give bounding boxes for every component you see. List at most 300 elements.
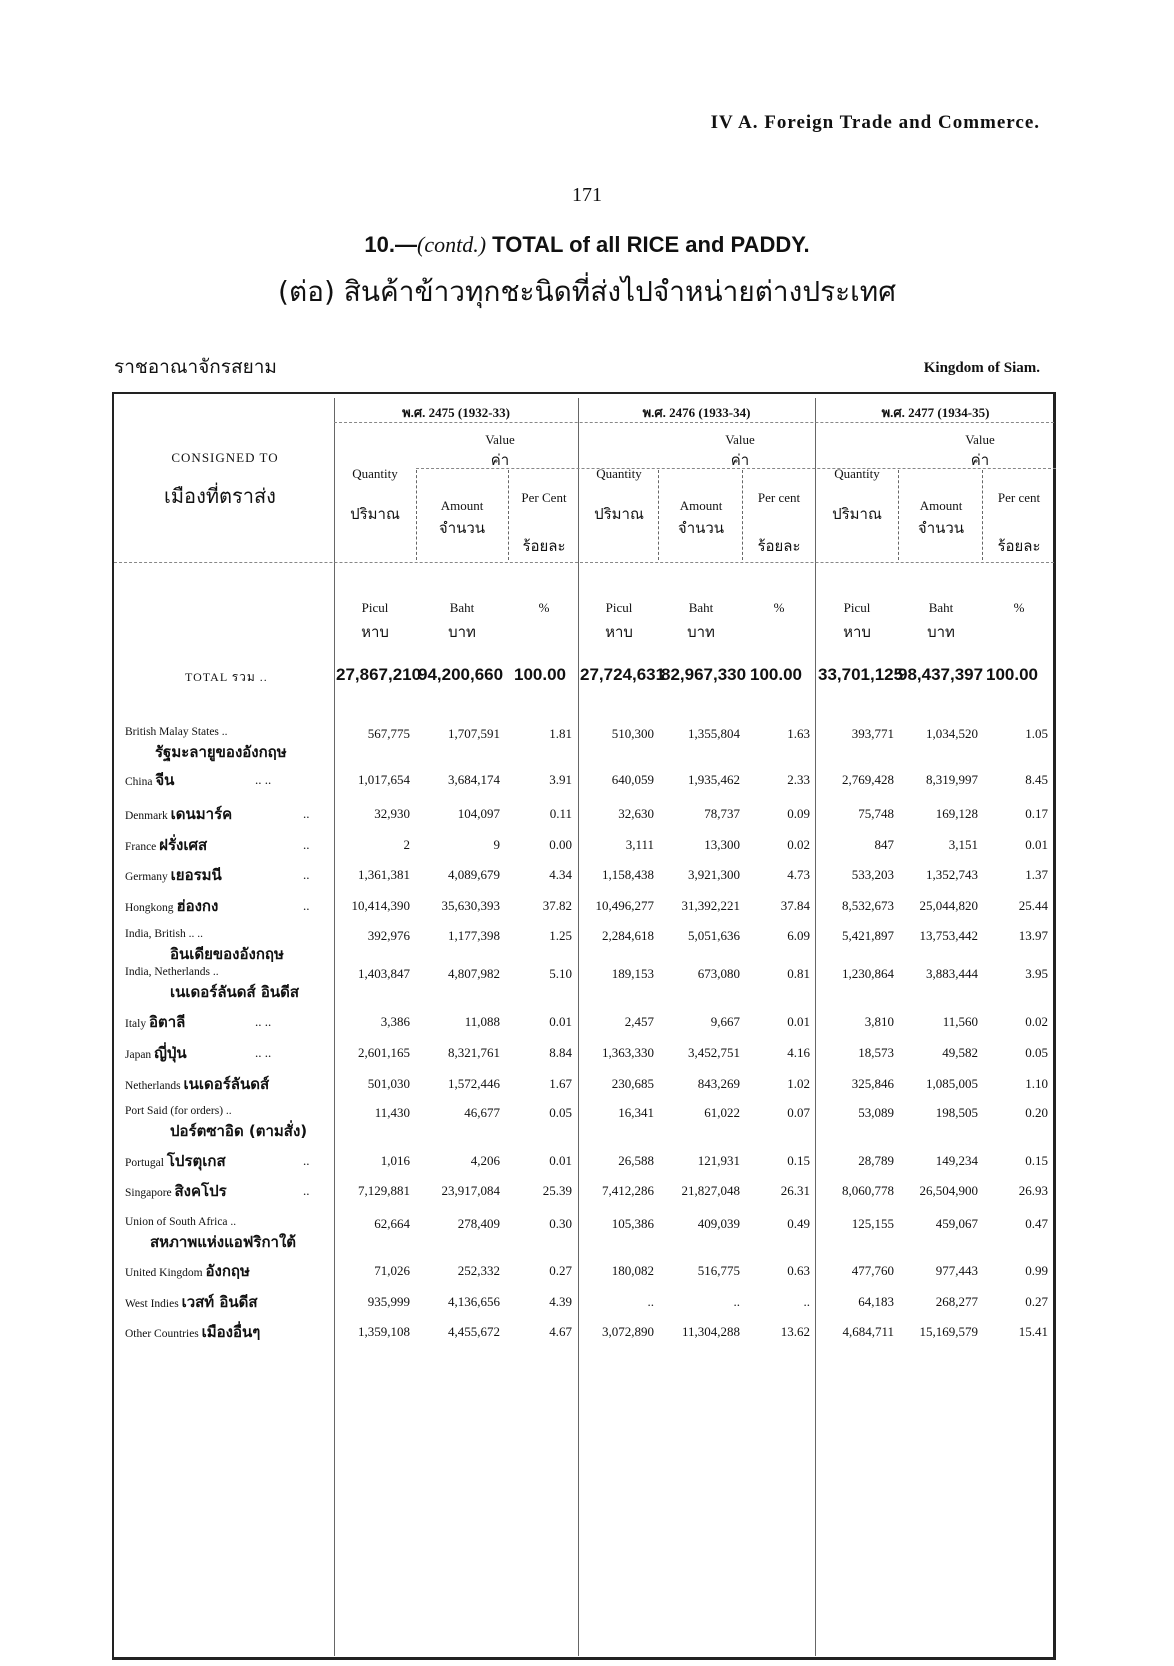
cell-value: 180,082 — [611, 1263, 654, 1278]
cell-value: 64,183 — [858, 1294, 894, 1309]
unit-baht: Baht — [688, 600, 714, 615]
cell-value: 843,269 — [697, 1076, 740, 1091]
cell-value: 0.17 — [1025, 806, 1048, 821]
cell-value: 1,034,520 — [926, 726, 978, 741]
country-name — [125, 802, 232, 826]
cell-value: 26.93 — [1018, 1183, 1048, 1198]
country-name-en: British Malay States .. — [125, 726, 228, 738]
cell-value: 13.97 — [1018, 928, 1048, 943]
cell-value: 0.01 — [787, 1014, 810, 1029]
total-value: 33,701,125 — [818, 665, 904, 684]
cell-value: 5,051,636 — [688, 928, 740, 943]
cell-value: 5,421,897 — [842, 928, 894, 943]
cell-value: 1,572,446 — [448, 1076, 500, 1091]
cell-value: 4,136,656 — [448, 1294, 500, 1309]
country-name-en: Portugal — [125, 1157, 164, 1169]
table-title-thai: (ต่อ) สินค้าข้าวทุกชะนิดที่ส่งไปจำหน่ายต่างประเทศ — [278, 275, 896, 308]
cell-value: 0.05 — [549, 1105, 572, 1120]
leader-dots: .. — [303, 1153, 310, 1168]
year-header: พ.ศ. 2477 (1934-35) — [881, 405, 990, 420]
cell-value: 2,769,428 — [842, 772, 894, 787]
consigned-to-thai: เมืองที่ตราส่ง — [164, 484, 276, 508]
cell-value: 325,846 — [851, 1076, 894, 1091]
country-name-thai: ญี่ปุ่น — [154, 1044, 187, 1062]
country-name — [125, 863, 222, 887]
cell-value: 8.84 — [549, 1045, 572, 1060]
cell-value: 31,392,221 — [681, 898, 740, 913]
amount-header-thai: จำนวน — [438, 519, 486, 537]
cell-value: 0.01 — [549, 1014, 572, 1029]
section-title: IV A. Foreign Trade and Commerce. — [710, 112, 1040, 133]
country-name-thai: เดนมาร์ค — [170, 805, 233, 823]
kingdom-en: Kingdom of Siam. — [923, 360, 1040, 376]
cell-value: 5.10 — [549, 966, 572, 981]
cell-value: 0.01 — [549, 1153, 572, 1168]
cell-value: 26.31 — [780, 1183, 810, 1198]
country-name-en: China — [125, 776, 153, 788]
col-divider — [742, 470, 743, 560]
cell-value: 18,573 — [858, 1045, 894, 1060]
country-name-en: Netherlands — [125, 1080, 181, 1092]
country-name-en: Singapore — [125, 1187, 172, 1199]
total-value: 27,867,210 — [336, 665, 422, 684]
value-header-thai: ค่า — [490, 451, 510, 469]
cell-value: 0.27 — [549, 1263, 572, 1278]
cell-value: 1.63 — [787, 726, 810, 741]
table-row — [0, 928, 1174, 963]
col-divider — [982, 470, 983, 560]
table-row — [0, 772, 1174, 796]
cell-value: 26,504,900 — [919, 1183, 978, 1198]
table-row — [0, 806, 1174, 830]
table-row — [0, 966, 1174, 1001]
cell-value: 11,430 — [374, 1105, 410, 1120]
country-name — [125, 966, 219, 978]
country-name-en: West Indies — [125, 1298, 179, 1310]
cell-value: 1,017,654 — [358, 772, 410, 787]
total-value: 27,724,631 — [580, 665, 666, 684]
cell-value: 393,771 — [851, 726, 894, 741]
cell-value: 252,332 — [457, 1263, 500, 1278]
cell-value: 3,883,444 — [926, 966, 978, 981]
cell-value: 1,177,398 — [448, 928, 500, 943]
cell-value: 4.34 — [549, 867, 572, 882]
title-main: TOTAL of all RICE and PADDY. — [492, 232, 810, 257]
cell-value: 1,935,462 — [688, 772, 740, 787]
quantity-header-thai: ปริมาณ — [350, 505, 400, 523]
header-rule — [114, 562, 1054, 563]
unit-percent: % — [773, 600, 785, 615]
table-row — [0, 1076, 1174, 1100]
cell-value: 3,921,300 — [688, 867, 740, 882]
unit-baht-thai: บาท — [927, 623, 955, 641]
cell-value: 7,412,286 — [602, 1183, 654, 1198]
unit-baht: Baht — [449, 600, 475, 615]
cell-value: 75,748 — [858, 806, 894, 821]
cell-value: 977,443 — [935, 1263, 978, 1278]
cell-value: 3,810 — [864, 1014, 894, 1029]
unit-baht: Baht — [928, 600, 954, 615]
cell-value: 11,088 — [464, 1014, 500, 1029]
consigned-to-header: CONSIGNED TO — [171, 450, 279, 465]
cell-value: 21,827,048 — [681, 1183, 740, 1198]
percent-header: Per cent — [757, 490, 801, 505]
total-row — [0, 665, 1174, 689]
value-header-thai: ค่า — [970, 451, 990, 469]
amount-header: Amount — [440, 498, 484, 513]
cell-value: 278,409 — [457, 1216, 500, 1231]
cell-value: 0.15 — [1025, 1153, 1048, 1168]
cell-value: 9,667 — [710, 1014, 740, 1029]
table-row — [0, 1294, 1174, 1318]
cell-value: 169,128 — [935, 806, 978, 821]
cell-value: 0.11 — [549, 806, 572, 821]
cell-value: 49,582 — [942, 1045, 978, 1060]
cell-value: 1.37 — [1025, 867, 1048, 882]
cell-value: 61,022 — [704, 1105, 740, 1120]
cell-value: 8,060,778 — [842, 1183, 894, 1198]
unit-picul: Picul — [361, 600, 389, 615]
total-value: 100.00 — [514, 665, 566, 684]
cell-value: 392,976 — [367, 928, 410, 943]
cell-value: 7,129,881 — [358, 1183, 410, 1198]
value-header: Value — [725, 432, 755, 447]
cell-value: 1,352,743 — [926, 867, 978, 882]
country-name-en: Union of South Africa .. — [125, 1216, 237, 1228]
country-name — [125, 768, 174, 792]
country-name — [125, 1290, 258, 1314]
year-header: พ.ศ. 2476 (1933-34) — [642, 405, 751, 420]
cell-value: 3,684,174 — [448, 772, 500, 787]
cell-value: 2,601,165 — [358, 1045, 410, 1060]
cell-value: 4,089,679 — [448, 867, 500, 882]
country-name-thai: อังกฤษ — [205, 1262, 250, 1280]
cell-value: 2.33 — [787, 772, 810, 787]
quantity-header-thai: ปริมาณ — [832, 505, 882, 523]
cell-value: 847 — [874, 837, 894, 852]
country-name — [125, 1072, 269, 1096]
country-name — [125, 928, 203, 940]
cell-value: 268,277 — [935, 1294, 978, 1309]
cell-value: 1.02 — [787, 1076, 810, 1091]
country-name — [125, 726, 228, 738]
country-name — [125, 1149, 226, 1173]
cell-value: 1.67 — [549, 1076, 572, 1091]
cell-value: 0.63 — [787, 1263, 810, 1278]
cell-value: 0.07 — [787, 1105, 810, 1120]
unit-picul: Picul — [605, 600, 633, 615]
col-divider — [658, 470, 659, 560]
quantity-header-thai: ปริมาณ — [594, 505, 644, 523]
country-name-en: India, Netherlands .. — [125, 966, 219, 978]
country-name — [125, 1179, 227, 1203]
cell-value: 78,737 — [704, 806, 740, 821]
country-name-en: Hongkong — [125, 902, 174, 914]
percent-header-thai: ร้อยละ — [757, 537, 801, 555]
cell-value: 6.09 — [787, 928, 810, 943]
cell-value: 3,151 — [948, 837, 978, 852]
table-row — [0, 1045, 1174, 1069]
cell-value: 0.02 — [1025, 1014, 1048, 1029]
table-row — [0, 898, 1174, 922]
country-name-en: Port Said (for orders) .. — [125, 1105, 232, 1117]
cell-value: 0.20 — [1025, 1105, 1048, 1120]
cell-value: 0.05 — [1025, 1045, 1048, 1060]
value-header: Value — [485, 432, 515, 447]
unit-picul-thai: หาบ — [361, 623, 389, 641]
cell-value: 510,300 — [611, 726, 654, 741]
country-name — [125, 1041, 187, 1065]
leader-dots: .. .. — [255, 1014, 272, 1029]
col-divider — [898, 470, 899, 560]
amount-header: Amount — [919, 498, 963, 513]
cell-value: 104,097 — [457, 806, 500, 821]
cell-value: 198,505 — [935, 1105, 978, 1120]
leader-dots: .. .. — [255, 1045, 272, 1060]
unit-baht-thai: บาท — [448, 623, 476, 641]
cell-value: 62,664 — [374, 1216, 410, 1231]
kingdom-thai: ราชอาณาจักรสยาม — [114, 356, 277, 378]
total-value: 100.00 — [986, 665, 1038, 684]
col-divider — [508, 470, 509, 560]
amount-header-thai: จำนวน — [917, 519, 965, 537]
country-name — [125, 894, 218, 918]
leader-dots: .. — [303, 1183, 310, 1198]
cell-value: 13,300 — [704, 837, 740, 852]
cell-value: 25.39 — [542, 1183, 572, 1198]
cell-value: 459,067 — [935, 1216, 978, 1231]
cell-value: 11,304,288 — [681, 1324, 740, 1339]
country-name — [125, 1216, 236, 1228]
cell-value: 4,684,711 — [842, 1324, 894, 1339]
table-row — [0, 837, 1174, 861]
total-value: 94,200,660 — [418, 665, 504, 684]
country-name-en: India, British .. .. — [125, 928, 203, 940]
cell-value: 10,414,390 — [351, 898, 410, 913]
cell-value: 4,807,982 — [448, 966, 500, 981]
cell-value: 8.45 — [1025, 772, 1048, 787]
cell-value: 71,026 — [374, 1263, 410, 1278]
value-header: Value — [965, 432, 995, 447]
cell-value: 4.39 — [549, 1294, 572, 1309]
country-name-thai: เนเดอร์ลันดส์ — [183, 1075, 270, 1093]
percent-header: Per Cent — [521, 490, 567, 505]
country-name-en: France — [125, 841, 157, 853]
cell-value: 8,532,673 — [842, 898, 894, 913]
amount-header: Amount — [679, 498, 723, 513]
leader-dots: .. — [303, 898, 310, 913]
cell-value: 533,203 — [851, 867, 894, 882]
cell-value: 0.27 — [1025, 1294, 1048, 1309]
country-name-thai: สหภาพแห่งแอฟริกาใต้ — [150, 1233, 297, 1251]
cell-value: 149,234 — [935, 1153, 978, 1168]
country-name-thai: สิงคโปร — [174, 1182, 227, 1200]
unit-percent: % — [1013, 600, 1025, 615]
country-name-thai: รัฐมะลายูของอังกฤษ — [155, 743, 287, 761]
cell-value: 13,753,442 — [919, 928, 978, 943]
cell-value: 3,452,751 — [688, 1045, 740, 1060]
percent-header-thai: ร้อยละ — [522, 537, 566, 555]
total-value: 82,967,330 — [661, 665, 747, 684]
cell-value: 1,355,804 — [688, 726, 740, 741]
cell-value: 26,588 — [618, 1153, 654, 1168]
cell-value: 32,930 — [374, 806, 410, 821]
cell-value: 46,677 — [464, 1105, 500, 1120]
table-row — [0, 1324, 1174, 1348]
cell-value: 13.62 — [780, 1324, 810, 1339]
percent-header-thai: ร้อยละ — [997, 537, 1041, 555]
country-name — [125, 1259, 250, 1283]
country-name — [125, 1320, 260, 1344]
cell-value: 0.99 — [1025, 1263, 1048, 1278]
cell-value: .. — [803, 1294, 810, 1309]
total-value: 100.00 — [750, 665, 802, 684]
table-row — [0, 726, 1174, 761]
cell-value: 37.82 — [542, 898, 572, 913]
cell-value: 2,284,618 — [602, 928, 654, 943]
cell-value: 1.05 — [1025, 726, 1048, 741]
year-header: พ.ศ. 2475 (1932-33) — [402, 405, 510, 420]
cell-value: 3,072,890 — [602, 1324, 654, 1339]
country-name-thai: เวสท์ อินดีส — [181, 1293, 258, 1311]
cell-value: 1,361,381 — [358, 867, 410, 882]
country-name-en: United Kingdom — [125, 1267, 203, 1279]
amount-header-thai: จำนวน — [677, 519, 725, 537]
percent-header: Per cent — [997, 490, 1041, 505]
cell-value: 4.73 — [787, 867, 810, 882]
cell-value: 1,085,005 — [926, 1076, 978, 1091]
country-name-thai: เยอรมนี — [170, 866, 222, 884]
cell-value: 1,359,108 — [358, 1324, 410, 1339]
cell-value: 28,789 — [858, 1153, 894, 1168]
cell-value: 230,685 — [611, 1076, 654, 1091]
unit-picul: Picul — [843, 600, 871, 615]
cell-value: 23,917,084 — [441, 1183, 500, 1198]
leader-dots: .. — [303, 867, 310, 882]
table-row — [0, 1216, 1174, 1251]
cell-value: 1.81 — [549, 726, 572, 741]
value-header-thai: ค่า — [730, 451, 750, 469]
country-name-en: Germany — [125, 871, 168, 883]
country-name — [125, 1010, 185, 1034]
cell-value: 10,496,277 — [595, 898, 654, 913]
cell-value: .. — [647, 1294, 654, 1309]
country-name-thai: เมืองอื่นๆ — [201, 1323, 261, 1341]
cell-value: 9 — [493, 837, 500, 852]
cell-value: 3.91 — [549, 772, 572, 787]
country-name — [125, 1105, 232, 1117]
cell-value: 1,707,591 — [448, 726, 500, 741]
cell-value: 2,457 — [624, 1014, 654, 1029]
cell-value: 25.44 — [1018, 898, 1048, 913]
table-row — [0, 867, 1174, 891]
unit-baht-thai: บาท — [687, 623, 715, 641]
cell-value: 0.01 — [1025, 837, 1048, 852]
quantity-header: Quantity — [352, 466, 398, 481]
cell-value: 4,206 — [470, 1153, 500, 1168]
cell-value: 1,016 — [380, 1153, 410, 1168]
cell-value: 0.47 — [1025, 1216, 1048, 1231]
country-name-thai: ปอร์ตซาอิด (ตามสั่ง) — [170, 1122, 308, 1140]
cell-value: 105,386 — [611, 1216, 654, 1231]
cell-value: 15.41 — [1018, 1324, 1048, 1339]
cell-value: 0.81 — [787, 966, 810, 981]
cell-value: 409,039 — [697, 1216, 740, 1231]
cell-value: 640,059 — [611, 772, 654, 787]
country-name-thai: ฮ่องกง — [176, 897, 219, 915]
country-name-thai: อิตาลี — [148, 1013, 186, 1031]
total-value: 98,437,397 — [898, 665, 984, 684]
cell-value: 121,931 — [697, 1153, 740, 1168]
leader-dots: .. — [303, 837, 310, 852]
cell-value: 189,153 — [611, 966, 654, 981]
cell-value: 501,030 — [367, 1076, 410, 1091]
cell-value: 4,455,672 — [448, 1324, 500, 1339]
cell-value: 0.15 — [787, 1153, 810, 1168]
cell-value: 1.25 — [549, 928, 572, 943]
title-prefix: 10.— — [364, 232, 418, 257]
cell-value: 673,080 — [697, 966, 740, 981]
cell-value: 567,775 — [367, 726, 410, 741]
cell-value: 0.02 — [787, 837, 810, 852]
country-name-en: Other Countries — [125, 1328, 199, 1340]
cell-value: 3.95 — [1025, 966, 1048, 981]
country-name-en: Denmark — [125, 810, 168, 822]
cell-value: 0.00 — [549, 837, 572, 852]
leader-dots: .. .. — [255, 772, 272, 787]
cell-value: 8,319,997 — [926, 772, 978, 787]
cell-value: 0.49 — [787, 1216, 810, 1231]
country-name-thai: อินเดียของอังกฤษ — [170, 945, 284, 963]
col-divider — [416, 470, 417, 560]
cell-value: 516,775 — [697, 1263, 740, 1278]
cell-value: 1,363,330 — [602, 1045, 654, 1060]
unit-picul-thai: หาบ — [843, 623, 871, 641]
cell-value: 16,341 — [618, 1105, 654, 1120]
cell-value: 3,111 — [625, 837, 654, 852]
table-row — [0, 1183, 1174, 1207]
cell-value: 1,230,864 — [842, 966, 894, 981]
cell-value: 4.16 — [787, 1045, 810, 1060]
cell-value: 11,560 — [942, 1014, 978, 1029]
quantity-header: Quantity — [834, 466, 880, 481]
country-name-en: Italy — [125, 1018, 147, 1030]
cell-value: 37.84 — [780, 898, 810, 913]
cell-value: 1.10 — [1025, 1076, 1048, 1091]
cell-value: 15,169,579 — [919, 1324, 978, 1339]
cell-value: 1,403,847 — [358, 966, 410, 981]
quantity-header: Quantity — [596, 466, 642, 481]
table-row — [0, 1153, 1174, 1177]
cell-value: 0.09 — [787, 806, 810, 821]
total-label: TOTAL รวม .. — [185, 670, 268, 684]
country-name-thai: เนเดอร์ลันดส์ อินดีส — [170, 983, 300, 1001]
unit-picul-thai: หาบ — [605, 623, 633, 641]
cell-value: 477,760 — [851, 1263, 894, 1278]
table-title — [0, 232, 1174, 258]
country-name-thai: ฝรั่งเศส — [159, 836, 208, 854]
table-row — [0, 1014, 1174, 1038]
cell-value: 1,158,438 — [602, 867, 654, 882]
cell-value: 25,044,820 — [919, 898, 978, 913]
cell-value: 2 — [403, 837, 410, 852]
cell-value: 935,999 — [367, 1294, 410, 1309]
cell-value: 8,321,761 — [448, 1045, 500, 1060]
table-row — [0, 1105, 1174, 1140]
cell-value: 32,630 — [618, 806, 654, 821]
country-name — [125, 833, 207, 857]
country-name-thai: โปรตุเกส — [166, 1152, 226, 1170]
